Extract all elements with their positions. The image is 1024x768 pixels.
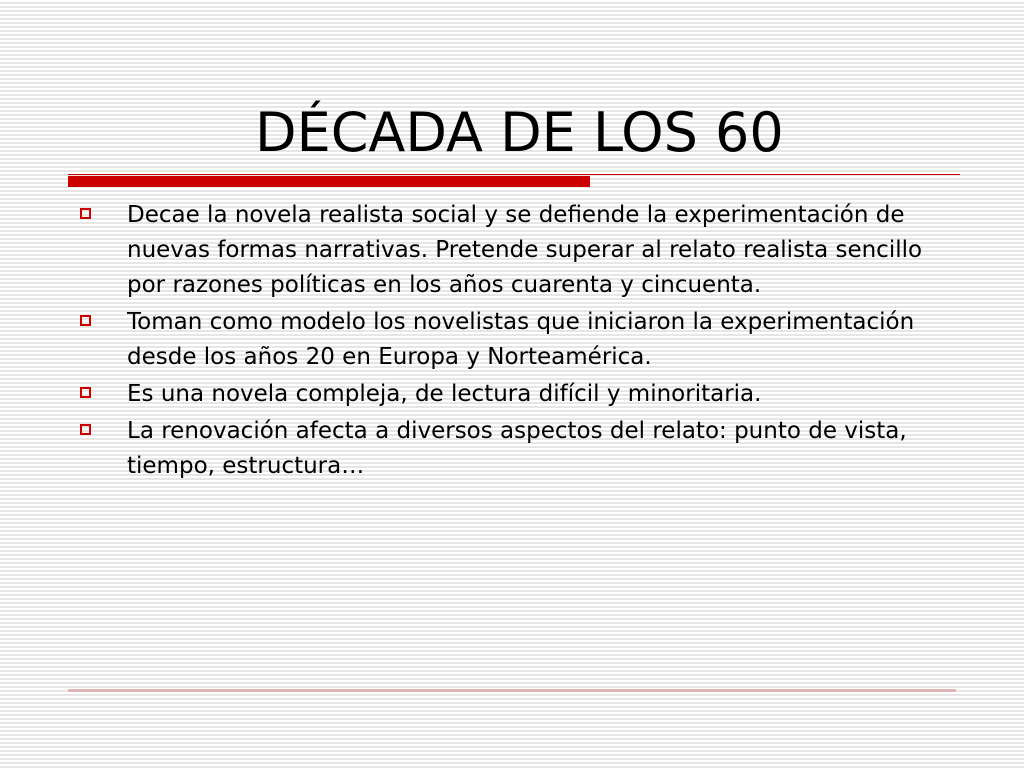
hollow-square-icon: [80, 208, 91, 219]
list-item: [76, 414, 956, 484]
bullet-list: [76, 198, 956, 486]
list-item: [76, 198, 956, 303]
bullet-text: Es una novela compleja, de lectura difícil y minoritaria.: [127, 381, 762, 407]
bullet-text: Toman como modelo los novelistas que iniciaron la experimentación desde los años 20 en Europa y Norteamérica.: [127, 309, 915, 370]
bullet-text: Decae la novela realista social y se defiende la experimentación de nuevas formas narrativas. Pretende superar al relato realista sencillo por razones políticas en los años cuarenta y cincuenta.: [127, 202, 923, 298]
hollow-square-icon: [80, 424, 91, 435]
footer-divider: [68, 689, 956, 692]
slide-title: DÉCADA DE LOS 60: [255, 101, 784, 164]
hollow-square-icon: [80, 315, 91, 326]
list-item: [76, 377, 956, 412]
title-underline-accent: [68, 176, 590, 187]
bullet-text: La renovación afecta a diversos aspectos del relato: punto de vista, tiempo, estructura…: [127, 418, 907, 479]
title-underline-thin: [68, 174, 960, 175]
hollow-square-icon: [80, 387, 91, 398]
list-item: [76, 305, 956, 375]
